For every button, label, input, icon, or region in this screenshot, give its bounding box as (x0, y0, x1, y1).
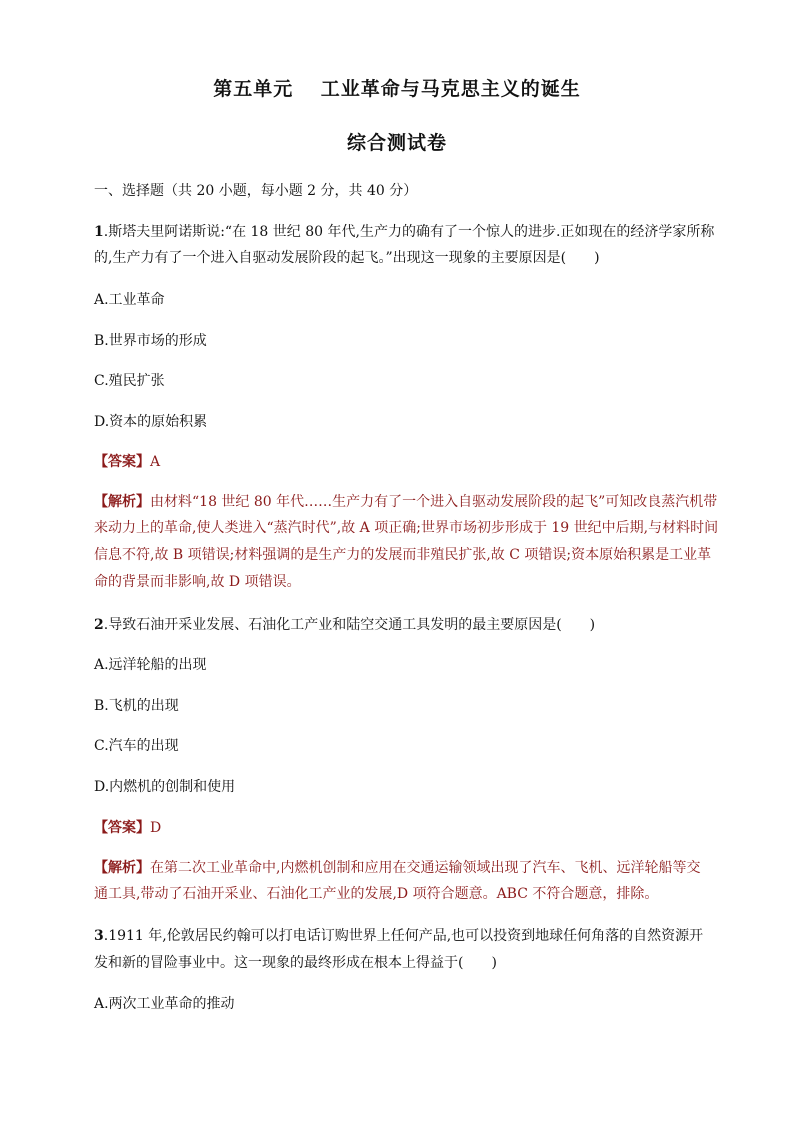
question-1-line-1 (94, 222, 715, 242)
answer-value: D (150, 820, 162, 836)
question-2-option-a: A.远洋轮船的出现 (94, 657, 207, 673)
answer-tag: 【答案】 (94, 454, 150, 470)
analysis-text: 由材料“18 世纪 80 年代……生产力有了一个进入自驱动发展阶段的起飞”可知改良蒸汽机带 (150, 494, 718, 510)
answer-tag: 【答案】 (94, 820, 150, 836)
question-1-option-a: A.工业革命 (94, 292, 165, 308)
analysis-tag: 【解析】 (94, 494, 150, 510)
question-1-answer (94, 452, 706, 472)
question-3-option-a: A.两次工业革命的推动 (94, 996, 235, 1012)
question-2-answer (94, 818, 706, 838)
question-1-analysis-2: 来动力上的革命,使人类进入“蒸汽时代”,故 A 项正确;世界市场初步形成于 19 世纪中后期,与材料时间 (94, 520, 719, 536)
question-2-option-b: B.飞机的出现 (94, 698, 179, 714)
question-2-line-1 (94, 615, 706, 635)
question-3-line-1 (94, 926, 706, 946)
question-2-option-c: C.汽车的出现 (94, 738, 179, 754)
document-title: 第五单元 工业革命与马克思主义的诞生 (213, 78, 581, 100)
question-1-option-b: B.世界市场的形成 (94, 333, 207, 349)
question-1-analysis-4: 命的背景而非影响,故 D 项错误。 (94, 574, 301, 590)
analysis-text: 在第二次工业革命中,内燃机创制和应用在交通运输领域出现了汽车、飞机、远洋轮船等交 (150, 860, 701, 876)
question-2-analysis-1 (94, 858, 706, 878)
question-3-text-1: .1911 年,伦敦居民约翰可以打电话订购世界上任何产品,也可以投资到地球任何角落的自然资源开 (103, 928, 704, 944)
document-subtitle: 综合测试卷 (346, 132, 447, 154)
question-1-number: 1 (94, 224, 104, 240)
question-2-option-d: D.内燃机的创制和使用 (94, 779, 236, 795)
answer-value: A (150, 454, 161, 470)
question-2-analysis-2: 通工具,带动了石油开采业、石油化工产业的发展,D 项符合题意。ABC 不符合题意，排除。 (94, 886, 659, 902)
question-1-option-d: D.资本的原始积累 (94, 414, 208, 430)
question-2-number: 2 (94, 617, 104, 633)
question-3-text-2: 发和新的冒险事业中。这一现象的最终形成在根本上得益于( ) (94, 955, 497, 971)
question-2-text-1: .导致石油开采业发展、石油化工产业和陆空交通工具发明的最主要原因是( ) (103, 617, 596, 633)
question-1-text-2: 的,生产力有了一个进入自驱动发展阶段的起飞。”出现这一现象的主要原因是( ) (94, 250, 600, 266)
question-1-option-c: C.殖民扩张 (94, 373, 165, 389)
question-1-analysis-3: 信息不符,故 B 项错误;材料强调的是生产力的发展而非殖民扩张,故 C 项错误;资本原始积累是工业革 (94, 547, 712, 563)
section-heading: 一、选择题（共 20 小题，每小题 2 分，共 40 分） (94, 183, 418, 199)
analysis-tag: 【解析】 (94, 860, 150, 876)
question-1-text-1: .斯塔夫里阿诺斯说:“在 18 世纪 80 年代,生产力的确有了一个惊人的进步.正如现在的经济学家所称 (103, 224, 715, 240)
question-1-analysis-1 (94, 492, 718, 512)
question-3-number: 3 (94, 928, 104, 944)
